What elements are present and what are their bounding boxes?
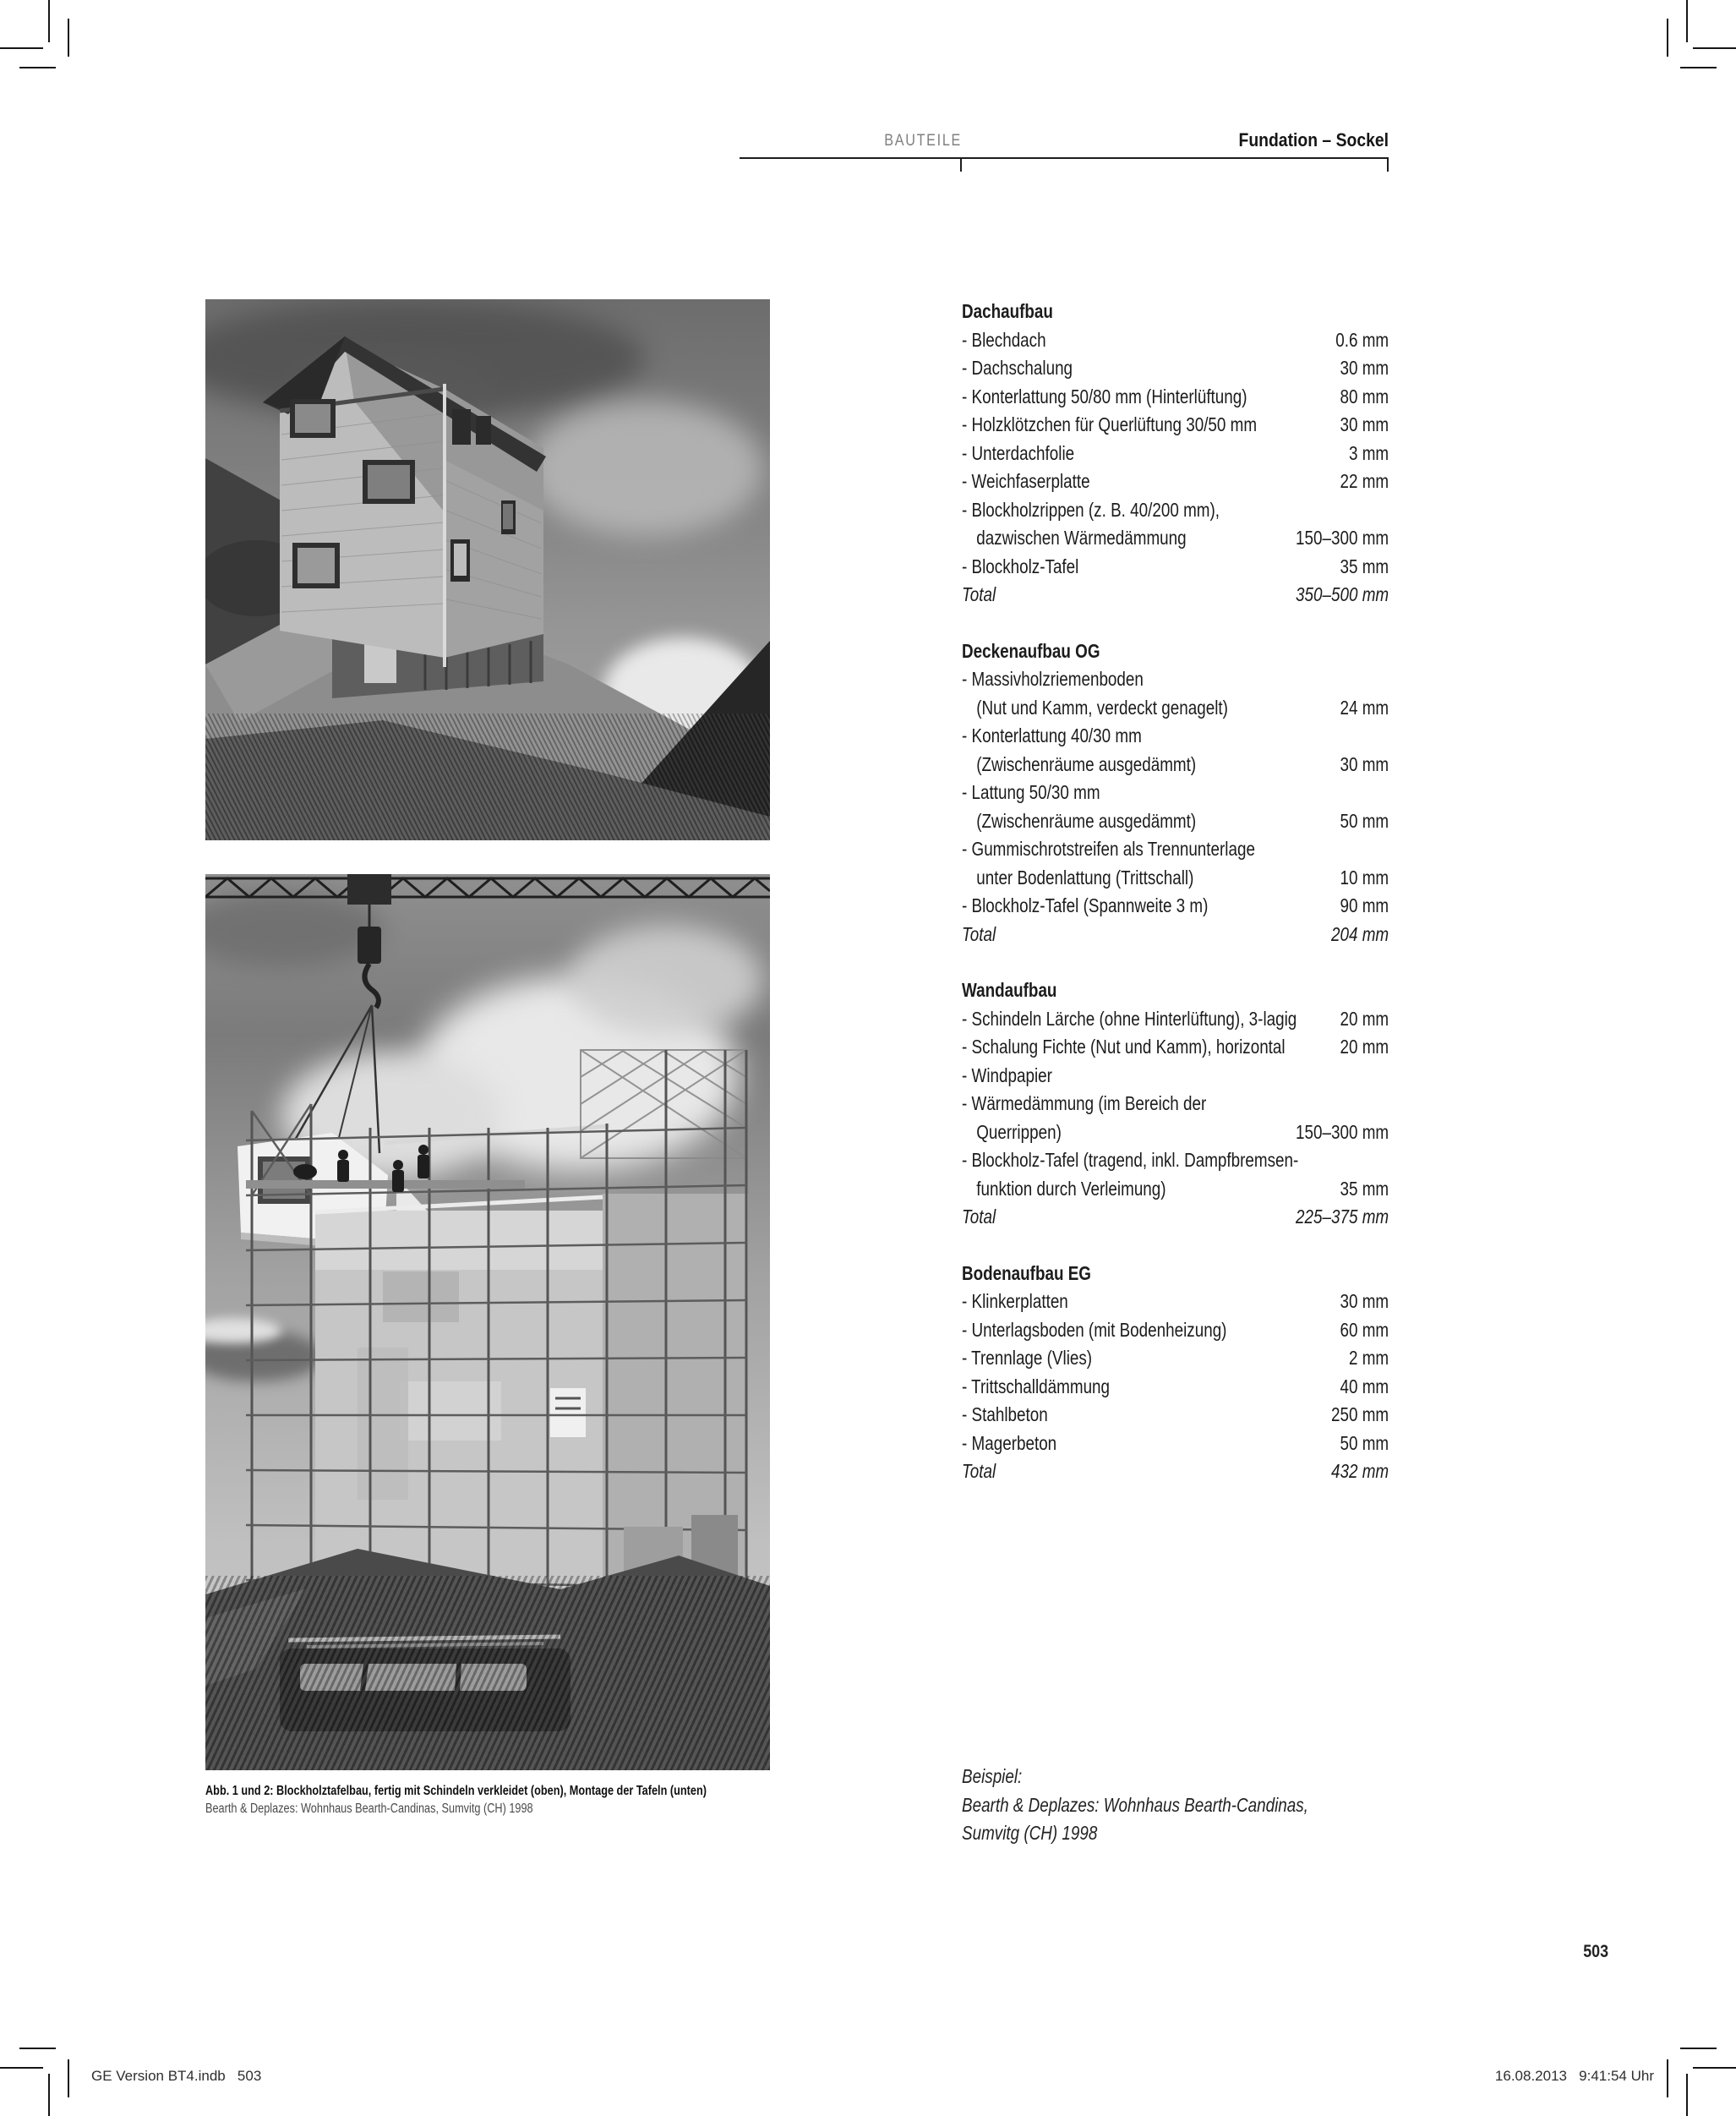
row-value: 35 mm xyxy=(1340,1177,1389,1200)
crop-mark xyxy=(48,0,50,42)
row-value: 432 mm xyxy=(1330,1460,1389,1482)
section-title: Deckenaufbau OG xyxy=(962,639,1100,662)
spec-section xyxy=(962,1260,1389,1486)
crop-mark xyxy=(1680,67,1717,68)
row-value: 30 mm xyxy=(1340,357,1389,379)
example-block xyxy=(962,1763,1406,1848)
row-label: - Blockholz-Tafel (tragend, inkl. Dampfbremsen- xyxy=(962,1149,1299,1171)
spec-row xyxy=(962,1401,1389,1430)
row-label: - Blockholzrippen (z. B. 40/200 mm), xyxy=(962,498,1220,521)
spec-row xyxy=(962,1062,1389,1091)
spec-row xyxy=(962,835,1389,864)
row-value: 150–300 mm xyxy=(1296,1120,1389,1143)
row-label: - Trennlage (Vlies) xyxy=(962,1347,1093,1369)
row-label: - Stahlbeton xyxy=(962,1403,1048,1425)
row-label: - Weichfaserplatte xyxy=(962,470,1090,492)
row-label: - Konterlattung 40/30 mm xyxy=(962,724,1142,746)
spec-row xyxy=(962,411,1389,440)
row-value: 3 mm xyxy=(1348,441,1389,464)
section-title: Bodenaufbau EG xyxy=(962,1261,1091,1284)
row-value: 80 mm xyxy=(1340,385,1389,407)
crop-mark xyxy=(1680,2048,1717,2049)
footer-filename: GE Version BT4.indb 503 xyxy=(91,2068,262,2084)
row-label: unter Bodenlattung (Trittschall) xyxy=(976,866,1194,889)
row-label: - Magerbeton xyxy=(962,1431,1057,1454)
row-label: - Trittschalldämmung xyxy=(962,1375,1111,1397)
row-label: funktion durch Verleimung) xyxy=(976,1177,1166,1200)
crop-mark xyxy=(68,2059,69,2097)
row-label: Querrippen) xyxy=(976,1120,1062,1143)
row-label: dazwischen Wärmedämmung xyxy=(976,527,1187,549)
row-label: - Massivholzriemenboden xyxy=(962,668,1144,690)
row-label: - Blockholz-Tafel (Spannweite 3 m) xyxy=(962,894,1209,916)
row-value: 2 mm xyxy=(1348,1347,1389,1369)
crop-mark xyxy=(1667,19,1668,57)
figure-house-photo xyxy=(205,299,770,840)
spec-row xyxy=(962,1005,1389,1034)
spec-row xyxy=(962,1373,1389,1402)
row-value: 30 mm xyxy=(1340,752,1389,775)
footer-timestamp: 16.08.2013 9:41:54 Uhr xyxy=(1494,2068,1654,2084)
spec-row xyxy=(962,722,1389,751)
spec-row xyxy=(962,1316,1389,1345)
row-value: 250 mm xyxy=(1330,1403,1389,1425)
crop-mark xyxy=(68,19,69,57)
crop-mark xyxy=(0,2067,43,2069)
row-label: (Nut und Kamm, verdeckt genagelt) xyxy=(976,696,1228,719)
spec-row xyxy=(962,1118,1389,1147)
row-label: (Zwischenräume ausgedämmt) xyxy=(976,809,1197,832)
example-line: Sumvitg (CH) 1998 xyxy=(962,1822,1098,1844)
row-value: 10 mm xyxy=(1340,866,1389,889)
spec-row xyxy=(962,694,1389,723)
crop-mark xyxy=(0,47,43,49)
spec-row xyxy=(962,1344,1389,1373)
total-row xyxy=(962,1457,1389,1486)
row-value: 0.6 mm xyxy=(1335,328,1389,351)
row-value: 22 mm xyxy=(1340,470,1389,492)
spec-row xyxy=(962,665,1389,694)
spec-row xyxy=(962,354,1389,383)
row-label: - Dachschalung xyxy=(962,357,1073,379)
spec-row xyxy=(962,892,1389,921)
row-value: 20 mm xyxy=(1340,1036,1389,1058)
spec-row xyxy=(962,467,1389,496)
row-value: 40 mm xyxy=(1340,1375,1389,1397)
row-label: Total xyxy=(962,1460,996,1482)
row-value: 50 mm xyxy=(1340,809,1389,832)
row-label: - Blechdach xyxy=(962,328,1046,351)
total-row xyxy=(962,921,1389,949)
row-value: 35 mm xyxy=(1340,555,1389,577)
spec-row xyxy=(962,779,1389,807)
row-label: - Konterlattung 50/80 mm (Hinterlüftung) xyxy=(962,385,1247,407)
spec-row xyxy=(962,524,1389,553)
row-label: - Unterlagsboden (mit Bodenheizung) xyxy=(962,1318,1227,1341)
spec-row xyxy=(962,553,1389,582)
total-row xyxy=(962,1203,1389,1232)
row-label: - Holzklötzchen für Querlüftung 30/50 mm xyxy=(962,413,1258,435)
header-rule xyxy=(740,157,1389,159)
row-label: - Gummischrotstreifen als Trennunterlage xyxy=(962,838,1255,860)
spec-row xyxy=(962,864,1389,893)
row-label: Total xyxy=(962,922,996,945)
running-header-section: Fundation – Sockel xyxy=(1238,129,1389,150)
total-row xyxy=(962,581,1389,610)
row-label: Total xyxy=(962,583,996,605)
spec-row xyxy=(962,1430,1389,1458)
spec-section xyxy=(962,637,1389,949)
row-label: - Unterdachfolie xyxy=(962,441,1075,464)
row-value: 150–300 mm xyxy=(1296,527,1389,549)
spec-row xyxy=(962,1288,1389,1316)
crop-mark xyxy=(1693,47,1736,49)
row-label: - Schindeln Lärche (ohne Hinterlüftung), 3-lagig xyxy=(962,1007,1297,1030)
spec-row xyxy=(962,496,1389,525)
row-label: - Klinkerplatten xyxy=(962,1290,1068,1312)
example-line: Bearth & Deplazes: Wohnhaus Bearth-Candinas, xyxy=(962,1793,1308,1816)
row-label: - Schalung Fichte (Nut und Kamm), horizontal xyxy=(962,1036,1286,1058)
row-value: 204 mm xyxy=(1330,922,1389,945)
row-value: 350–500 mm xyxy=(1296,583,1389,605)
spec-row xyxy=(962,1033,1389,1062)
row-label: - Blockholz-Tafel xyxy=(962,555,1079,577)
spec-row xyxy=(962,1146,1389,1175)
row-value: 30 mm xyxy=(1340,413,1389,435)
example-line: Beispiel: xyxy=(962,1765,1023,1787)
page-number: 503 xyxy=(1583,1942,1608,1961)
header-rule-tick xyxy=(960,157,962,172)
spec-row xyxy=(962,807,1389,836)
grass-texture xyxy=(205,714,770,840)
row-value: 24 mm xyxy=(1340,696,1389,719)
header-rule-tick xyxy=(1387,157,1389,172)
figure-construction-photo xyxy=(205,874,770,1770)
row-label: - Wärmedämmung (im Bereich der xyxy=(962,1092,1207,1114)
spec-row xyxy=(962,440,1389,468)
spec-row xyxy=(962,1175,1389,1204)
spec-sections xyxy=(962,298,1389,1514)
spec-section xyxy=(962,298,1389,610)
running-header-chapter: BAUTEILE xyxy=(884,132,962,150)
row-value: 60 mm xyxy=(1340,1318,1389,1341)
section-title: Dachaufbau xyxy=(962,300,1053,322)
row-value: 90 mm xyxy=(1340,894,1389,916)
spec-section xyxy=(962,976,1389,1232)
row-label: - Lattung 50/30 mm xyxy=(962,781,1100,803)
crop-mark xyxy=(19,2048,56,2049)
row-value: 30 mm xyxy=(1340,1290,1389,1312)
crop-mark xyxy=(48,2074,50,2116)
crop-mark xyxy=(1693,2067,1736,2069)
dirt-texture xyxy=(205,1576,770,1770)
row-value: 225–375 mm xyxy=(1296,1206,1389,1227)
spec-row xyxy=(962,1090,1389,1118)
figure-caption xyxy=(205,1782,801,1818)
row-label: - Windpapier xyxy=(962,1063,1052,1086)
crop-mark xyxy=(1667,2059,1668,2097)
crop-mark xyxy=(19,67,56,68)
crop-mark xyxy=(1686,0,1688,42)
row-label: Total xyxy=(962,1206,996,1227)
row-label: (Zwischenräume ausgedämmt) xyxy=(976,752,1197,775)
caption-credit: Bearth & Deplazes: Wohnhaus Bearth-Candinas, Sumvitg (CH) 1998 xyxy=(205,1802,533,1816)
caption-title: Abb. 1 und 2: Blockholztafelbau, fertig mit Schindeln verkleidet (oben), Montage der Tafeln (unten) xyxy=(205,1784,707,1798)
crop-mark xyxy=(1686,2074,1688,2116)
spec-row xyxy=(962,326,1389,355)
section-title: Wandaufbau xyxy=(962,979,1057,1001)
row-value: 20 mm xyxy=(1340,1007,1389,1030)
row-value: 50 mm xyxy=(1340,1431,1389,1454)
spec-row xyxy=(962,751,1389,779)
spec-row xyxy=(962,383,1389,412)
